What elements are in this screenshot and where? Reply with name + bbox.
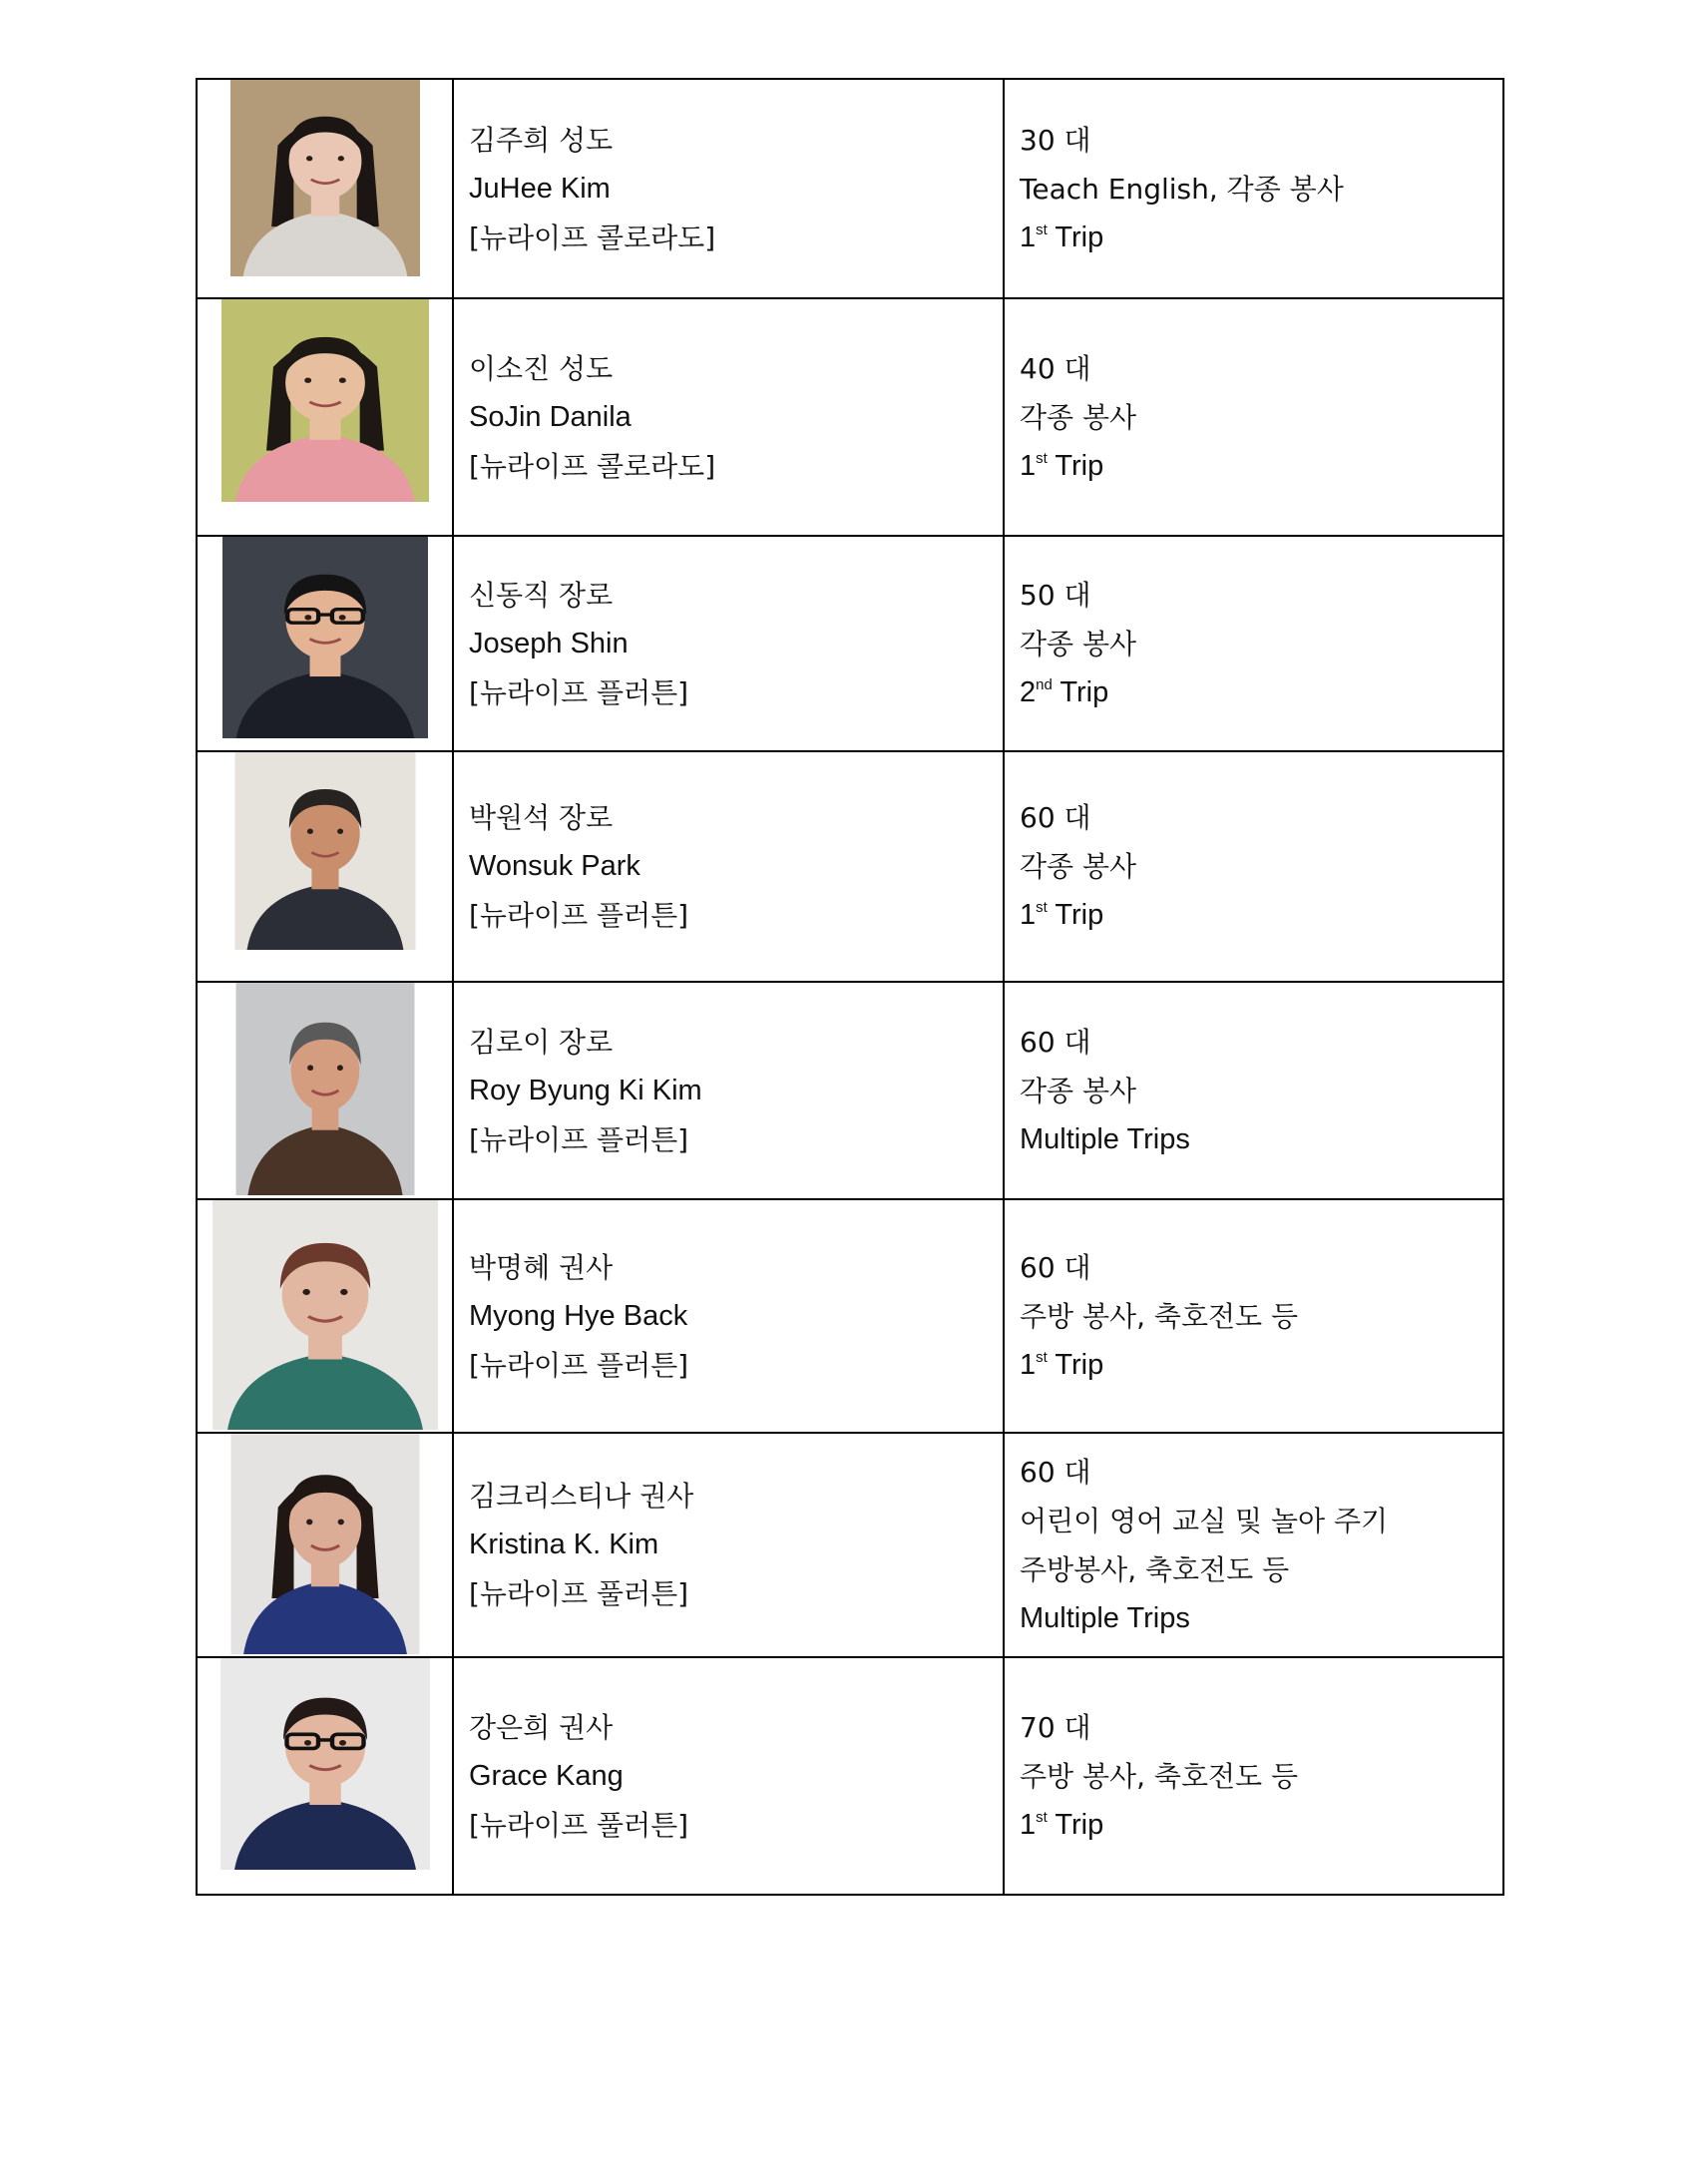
member-name-english: Grace Kang (469, 1759, 624, 1792)
age-group: 60 대 (1020, 1455, 1091, 1489)
name-cell (453, 982, 1004, 1199)
photo-cell (197, 1657, 453, 1895)
table-row (197, 536, 1503, 751)
table-row (197, 751, 1503, 982)
name-cell (453, 1199, 1004, 1433)
trip-ordinal-suffix: st (1036, 1348, 1048, 1366)
member-name-english: Wonsuk Park (469, 850, 640, 882)
trip-count (1020, 1341, 1502, 1390)
trip-word: Trip (1060, 675, 1109, 708)
member-name-english: SoJin Danila (469, 400, 632, 433)
member-church: [뉴라이프 플러튼] (469, 1348, 689, 1382)
member-photo (230, 80, 420, 276)
trip-count (1020, 1594, 1502, 1643)
info-cell (1004, 1657, 1503, 1895)
name-cell (453, 751, 1004, 982)
member-photo (220, 1658, 430, 1870)
trip-number: 1 (1020, 1348, 1037, 1381)
member-name-korean: 강은희 권사 (469, 1710, 614, 1744)
info-cell (1004, 751, 1503, 982)
member-name-english: Roy Byung Ki Kim (469, 1074, 702, 1106)
name-cell (453, 536, 1004, 751)
member-photo (230, 1434, 419, 1654)
trip-ordinal-suffix: st (1036, 1808, 1048, 1826)
trip-number: 1 (1020, 1808, 1037, 1841)
member-name-korean: 김주희 성도 (469, 123, 614, 157)
member-photo (234, 752, 415, 950)
info-cell (1004, 79, 1503, 298)
info-cell (1004, 1433, 1503, 1657)
table-row (197, 1433, 1503, 1657)
age-group: 30 대 (1020, 123, 1091, 157)
member-name-korean: 신동직 장로 (469, 578, 614, 612)
trip-count (1020, 214, 1502, 262)
member-name-korean: 박원석 장로 (469, 801, 614, 834)
info-cell (1004, 298, 1503, 536)
trip-number: Multiple (1020, 1122, 1119, 1155)
trip-word: Trip (1055, 1348, 1104, 1381)
member-church: [뉴라이프 콜로라도] (469, 449, 716, 483)
member-church: [뉴라이프 플러튼] (469, 675, 689, 709)
table-row (197, 298, 1503, 536)
photo-cell (197, 298, 453, 536)
member-photo (222, 537, 428, 738)
photo-cell (197, 1433, 453, 1657)
table-row (197, 1199, 1503, 1433)
service-role: 주방봉사, 축호전도 등 (1020, 1552, 1290, 1586)
photo-cell (197, 79, 453, 298)
member-church: [뉴라이프 플러튼] (469, 1122, 689, 1156)
trip-word: Trip (1055, 220, 1104, 253)
service-role: 어린이 영어 교실 및 놀아 주기 (1020, 1504, 1389, 1537)
age-group: 60 대 (1020, 801, 1091, 834)
trip-count (1020, 1801, 1502, 1850)
trip-ordinal-suffix: st (1036, 449, 1048, 467)
trip-count (1020, 442, 1502, 491)
trip-number: Multiple (1020, 1601, 1119, 1634)
trip-word: Trips (1126, 1601, 1190, 1634)
age-group: 60 대 (1020, 1025, 1091, 1059)
trip-count (1020, 1115, 1502, 1164)
member-name-english: Kristina K. Kim (469, 1529, 659, 1560)
name-cell (453, 298, 1004, 536)
info-cell (1004, 536, 1503, 751)
member-name-korean: 김크리스티나 권사 (469, 1480, 694, 1513)
trip-number: 1 (1020, 899, 1037, 931)
roster-body (197, 79, 1503, 1895)
trip-number: 1 (1020, 220, 1037, 253)
service-role: 주방 봉사, 축호전도 등 (1020, 1759, 1299, 1793)
member-photo (235, 983, 414, 1195)
service-role: 각종 봉사 (1020, 850, 1137, 883)
member-church: [뉴라이프 풀러튼] (469, 1577, 689, 1610)
trip-ordinal-suffix: st (1036, 899, 1048, 916)
trip-word: Trip (1055, 449, 1104, 482)
member-name-english: JuHee Kim (469, 172, 611, 205)
age-group: 70 대 (1020, 1710, 1091, 1744)
service-role: 각종 봉사 (1020, 1074, 1137, 1107)
member-name-korean: 김로이 장로 (469, 1025, 614, 1059)
age-group: 50 대 (1020, 578, 1091, 612)
member-name-english: Joseph Shin (469, 627, 629, 659)
service-role: 주방 봉사, 축호전도 등 (1020, 1299, 1299, 1333)
member-name-english: Myong Hye Back (469, 1299, 688, 1332)
service-role: 각종 봉사 (1020, 627, 1137, 660)
info-cell (1004, 982, 1503, 1199)
name-cell (453, 1657, 1004, 1895)
member-church: [뉴라이프 플러튼] (469, 899, 689, 932)
trip-ordinal-suffix: nd (1036, 675, 1053, 693)
trip-ordinal-suffix: st (1036, 220, 1048, 238)
service-role: 각종 봉사 (1020, 400, 1137, 434)
member-photo (212, 1200, 438, 1430)
photo-cell (197, 536, 453, 751)
photo-cell (197, 1199, 453, 1433)
trip-count (1020, 891, 1502, 940)
age-group: 40 대 (1020, 351, 1091, 385)
trip-number: 1 (1020, 449, 1037, 482)
trip-word: Trips (1126, 1122, 1190, 1155)
table-row (197, 79, 1503, 298)
member-church: [뉴라이프 콜로라도] (469, 220, 716, 254)
name-cell (453, 79, 1004, 298)
trip-number: 2 (1020, 675, 1037, 708)
member-name-korean: 박명혜 권사 (469, 1250, 614, 1284)
member-roster-table (196, 78, 1504, 1896)
table-row (197, 982, 1503, 1199)
info-cell (1004, 1199, 1503, 1433)
photo-cell (197, 982, 453, 1199)
trip-word: Trip (1055, 899, 1104, 931)
trip-count (1020, 668, 1502, 717)
member-church: [뉴라이프 풀러튼] (469, 1808, 689, 1842)
age-group: 60 대 (1020, 1250, 1091, 1284)
table-row (197, 1657, 1503, 1895)
name-cell (453, 1433, 1004, 1657)
service-role: Teach English, 각종 봉사 (1020, 172, 1344, 206)
photo-cell (197, 751, 453, 982)
member-photo (221, 299, 429, 502)
member-name-korean: 이소진 성도 (469, 351, 614, 385)
trip-word: Trip (1055, 1808, 1104, 1841)
